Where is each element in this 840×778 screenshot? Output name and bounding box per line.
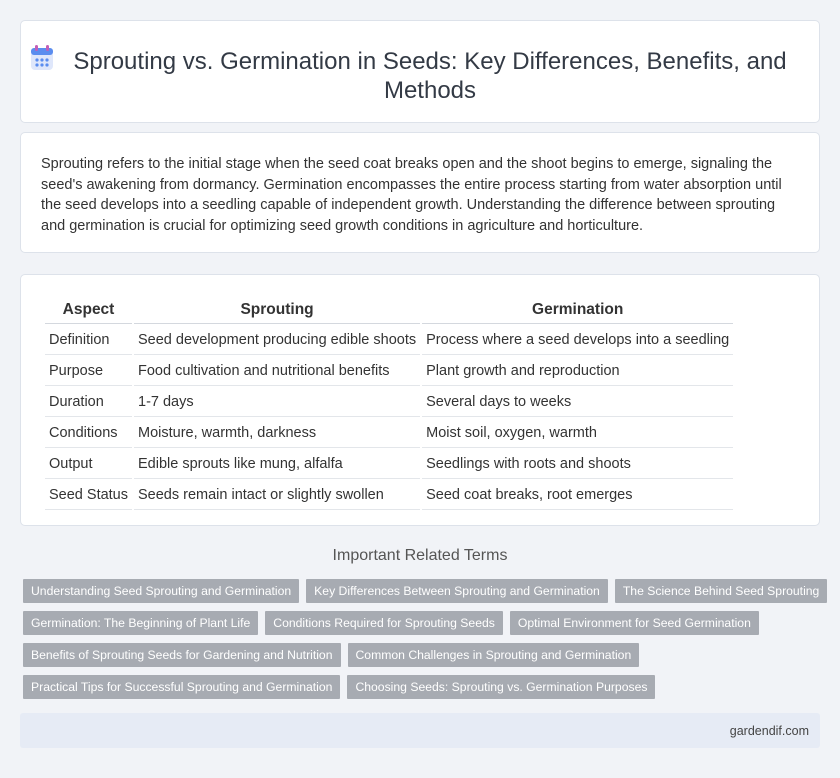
- tag-row: [23, 579, 823, 603]
- intro-paragraph: Sprouting refers to the initial stage when the seed coat breaks open and the shoot begins to emerge, signaling the seed's awakening from dormancy. Germination encompasses the entire process starting from water absorption until the seed develops into a seedling capable of independent growth. Understanding the difference between sprouting and germination is crucial for optimizing seed growth conditions in agriculture and horticulture.: [41, 156, 782, 234]
- table-cell: Process where a seed develops into a seedling: [422, 326, 733, 355]
- related-terms-list: [23, 579, 823, 707]
- related-term-link[interactable]: Germination: The Beginning of Plant Life: [23, 611, 258, 635]
- table-row: [45, 326, 733, 355]
- header-card: [20, 20, 820, 123]
- related-term-link[interactable]: Conditions Required for Sprouting Seeds: [265, 611, 503, 635]
- table-cell: Moist soil, oxygen, warmth: [422, 419, 733, 448]
- table-row: [45, 450, 733, 479]
- table-cell: Seeds remain intact or slightly swollen: [134, 481, 420, 510]
- site-name[interactable]: gardendif.com: [729, 724, 809, 738]
- calendar-icon: [30, 45, 54, 71]
- header-germination: Germination: [422, 297, 733, 324]
- related-term-link[interactable]: Choosing Seeds: Sprouting vs. Germination Purposes: [347, 675, 655, 699]
- table-cell: Food cultivation and nutritional benefits: [134, 357, 420, 386]
- table-header-row: [45, 297, 733, 324]
- table-row: [45, 388, 733, 417]
- table-cell: Definition: [45, 326, 132, 355]
- table-cell: 1-7 days: [134, 388, 420, 417]
- related-term-link[interactable]: The Science Behind Seed Sprouting: [615, 579, 828, 603]
- tag-row: [23, 611, 823, 635]
- related-term-link[interactable]: Optimal Environment for Seed Germination: [510, 611, 759, 635]
- intro-card: [20, 132, 820, 253]
- related-term-link[interactable]: Practical Tips for Successful Sprouting and Germination: [23, 675, 340, 699]
- table-cell: Conditions: [45, 419, 132, 448]
- table-cell: Duration: [45, 388, 132, 417]
- table-cell: Seed coat breaks, root emerges: [422, 481, 733, 510]
- related-term-link[interactable]: Benefits of Sprouting Seeds for Gardening and Nutrition: [23, 643, 341, 667]
- comparison-table: [43, 295, 735, 512]
- table-cell: Edible sprouts like mung, alfalfa: [134, 450, 420, 479]
- table-cell: Several days to weeks: [422, 388, 733, 417]
- table-cell: Plant growth and reproduction: [422, 357, 733, 386]
- table-row: [45, 481, 733, 510]
- related-term-link[interactable]: Common Challenges in Sprouting and Germination: [348, 643, 640, 667]
- page-title: Sprouting vs. Germination in Seeds: Key Differences, Benefits, and Methods: [73, 48, 787, 104]
- comparison-card: [20, 274, 820, 526]
- related-term-link[interactable]: Key Differences Between Sprouting and Germination: [306, 579, 608, 603]
- table-row: [45, 357, 733, 386]
- table-cell: Purpose: [45, 357, 132, 386]
- header-sprouting: Sprouting: [134, 297, 420, 324]
- tag-row: [23, 675, 823, 699]
- related-term-link[interactable]: Understanding Seed Sprouting and Germination: [23, 579, 299, 603]
- table-cell: Seed development producing edible shoots: [134, 326, 420, 355]
- tag-row: [23, 643, 823, 667]
- table-cell: Moisture, warmth, darkness: [134, 419, 420, 448]
- table-cell: Seedlings with roots and shoots: [422, 450, 733, 479]
- table-cell: Output: [45, 450, 132, 479]
- footer: [20, 713, 820, 748]
- header-aspect: Aspect: [45, 297, 132, 324]
- related-terms-title: Important Related Terms: [332, 547, 508, 564]
- table-row: [45, 419, 733, 448]
- table-cell: Seed Status: [45, 481, 132, 510]
